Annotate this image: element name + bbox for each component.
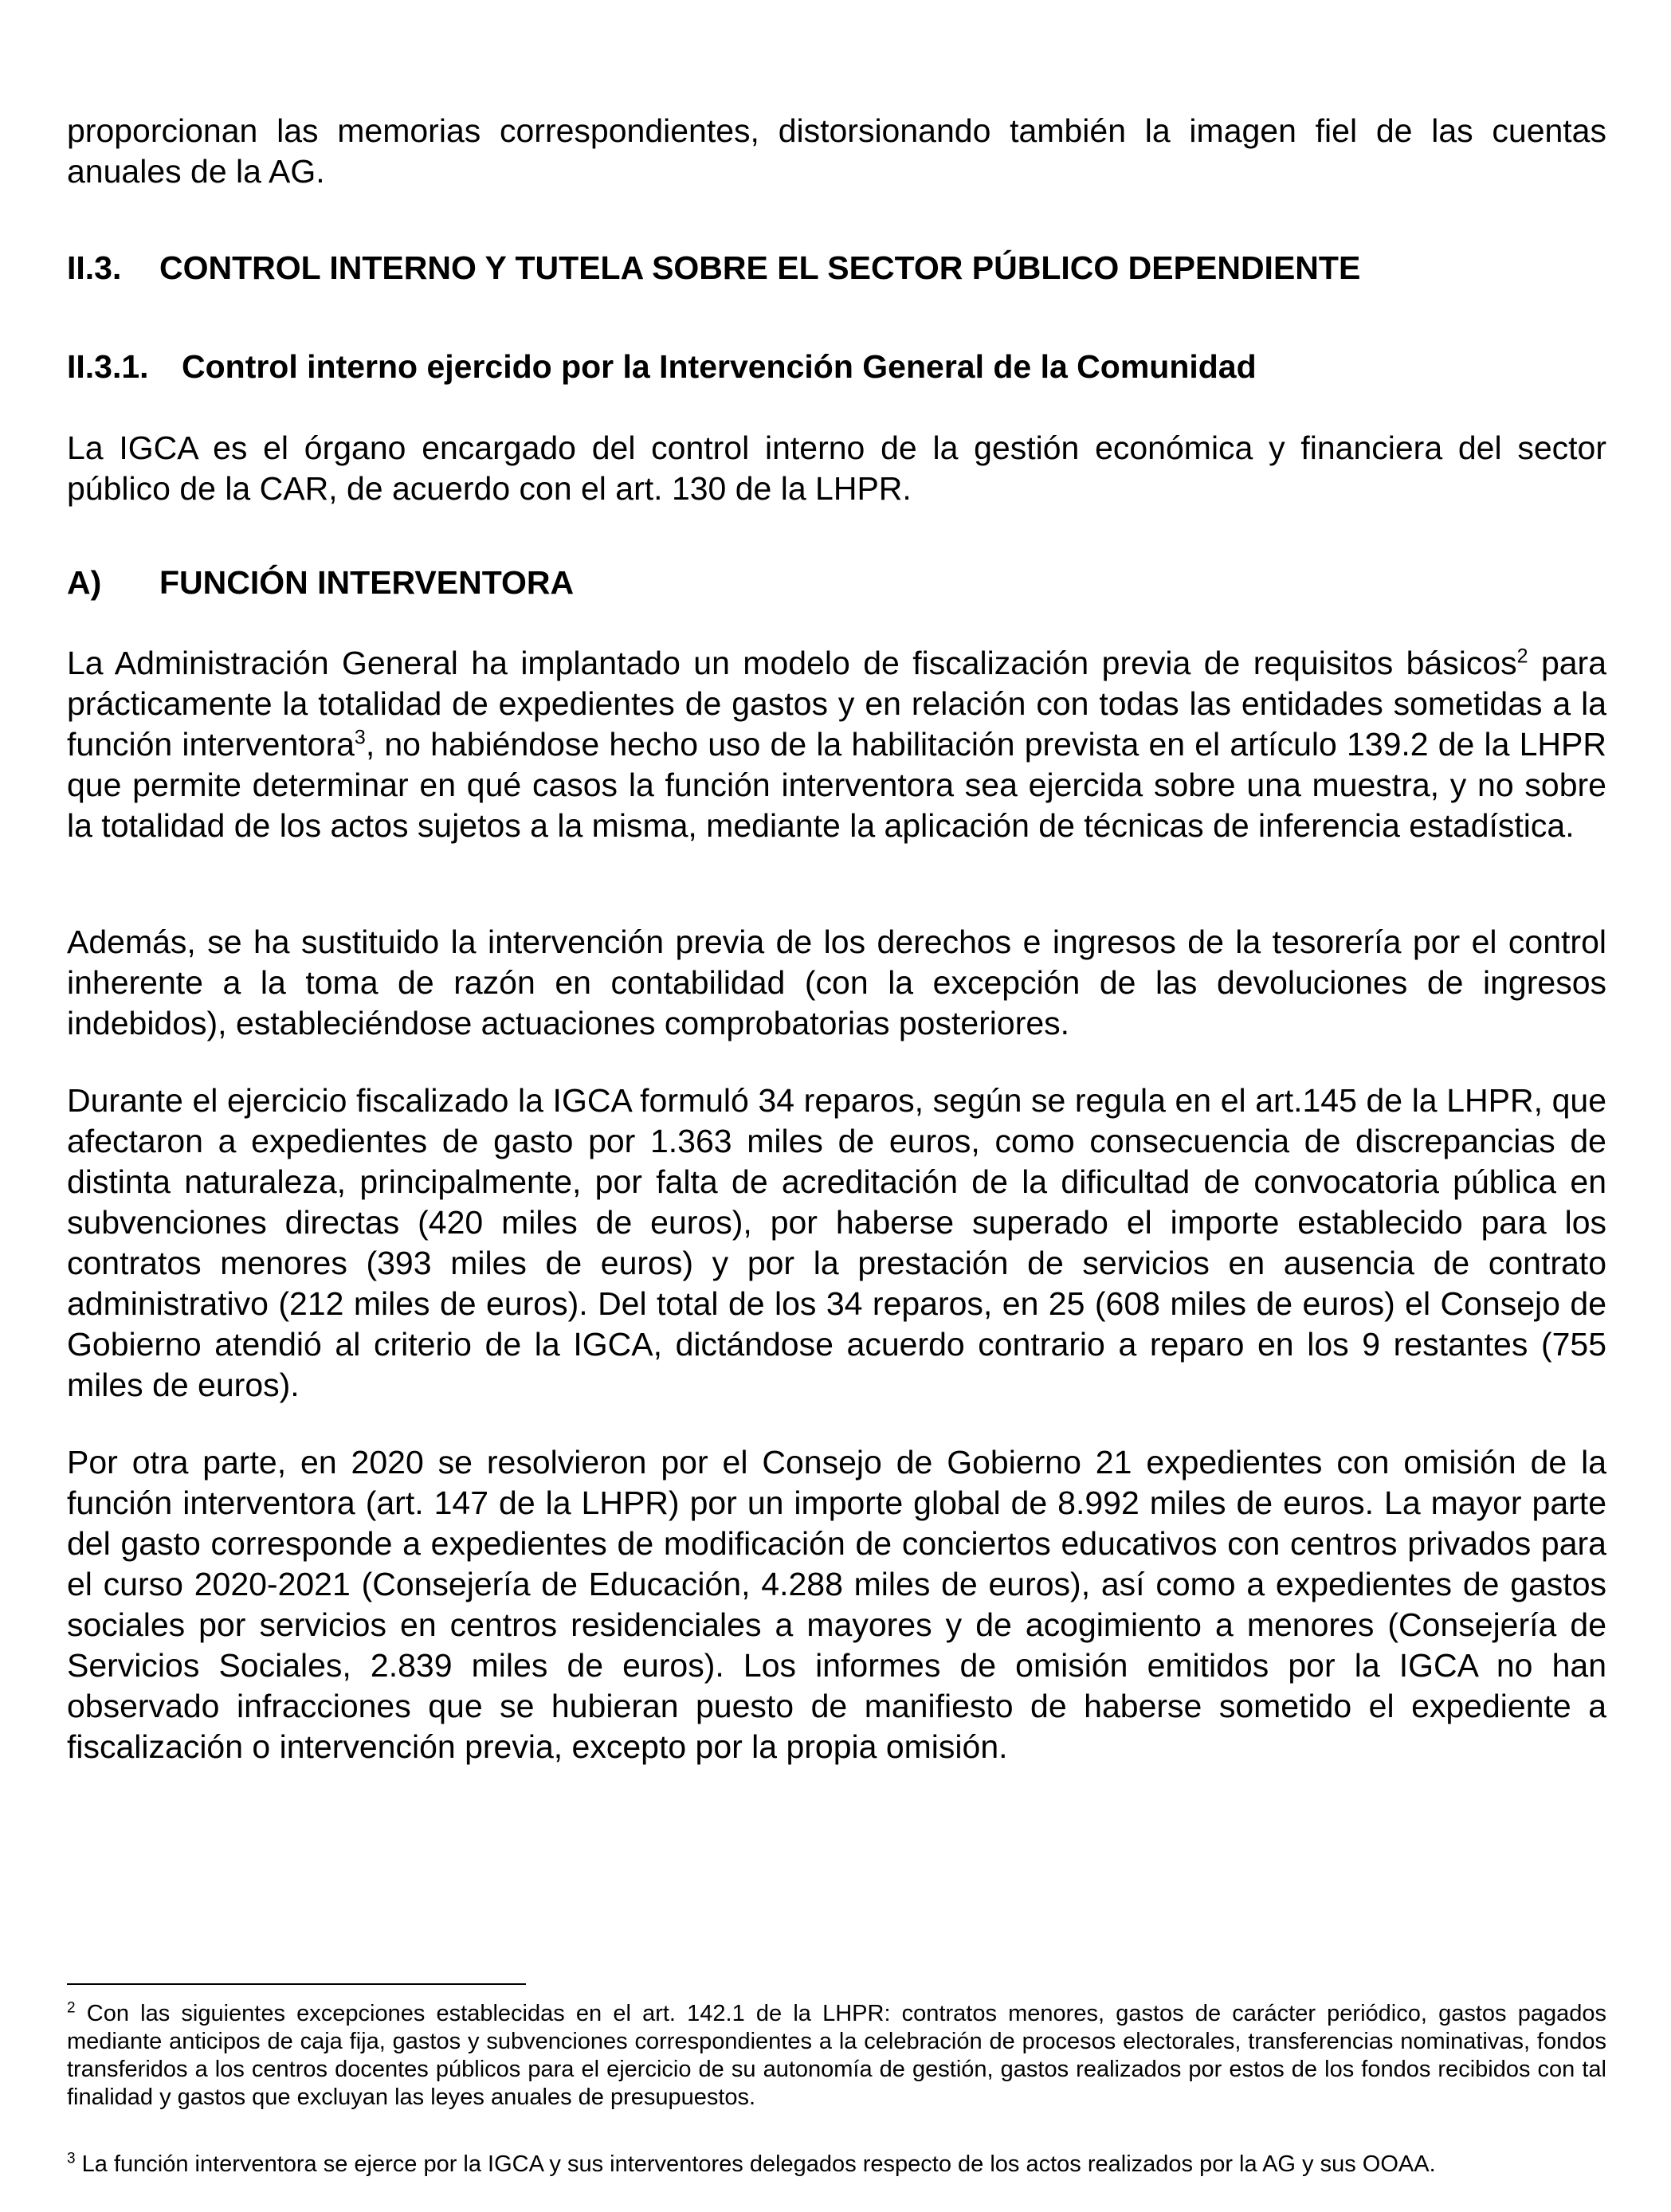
footnote-mark: 3 [67, 2150, 76, 2167]
paragraph-text: para prácticamente la totalidad de expedientes de gastos y en relación con todas las entidades sometidas a la función interventora [67, 645, 1606, 763]
footnote-ref-3[interactable]: 3 [354, 726, 366, 749]
paragraph-text: La Administración General ha implantado un modelo de fiscalización previa de requisitos básicos [67, 645, 1517, 681]
reparos-paragraph: Durante el ejercicio fiscalizado la IGCA formuló 34 reparos, según se regula en el art.145 de la LHPR, que afectaron a expedientes de gasto por 1.363 miles de euros, como consecuencia de discrepancias de distinta naturaleza, principalmente, por falta de acreditación de la dificultad de convocatoria pública en subvenciones directas (420 miles de euros), por haberse superado el importe establecido para los contratos menores (393 miles de euros) y por la prestación de servicios en ausencia de contrato administrativo (212 miles de euros). Del total de los 34 reparos, en 25 (608 miles de euros) el Consejo de Gobierno atendió al criterio de la IGCA, dictándose acuerdo contrario a reparo en los 9 restantes (755 miles de euros). [67, 1082, 1606, 1403]
section-heading [67, 248, 1360, 288]
footnote-mark: 2 [67, 1999, 76, 2017]
part-a-title: FUNCIÓN INTERVENTORA [159, 564, 575, 601]
footnote-divider [67, 1983, 526, 1985]
section-number: II.3. [67, 249, 122, 286]
subsection-heading [67, 347, 1257, 387]
intro-paragraph: proporcionan las memorias correspondientes, distorsionando también la imagen fiel de las cuentas anuales de la AG. [67, 112, 1606, 190]
subsection-number: II.3.1. [67, 348, 149, 385]
omision-paragraph: Por otra parte, en 2020 se resolvieron por el Consejo de Gobierno 21 expedientes con omisión de la función interventora (art. 147 de la LHPR) por un importe global de 8.992 miles de euros. La mayor parte del gasto corresponde a expedientes de modificación de conciertos educativos con centros privados para el curso 2020-2021 (Consejería de Educación, 4.288 miles de euros), así como a expedientes de gastos sociales por servicios en centros residenciales a mayores y de acogimiento a menores (Consejería de Servicios Sociales, 2.839 miles de euros). Los informes de omisión emitidos por la IGCA no han observado infracciones que se hubieran puesto de manifiesto de haberse sometido el expediente a fiscalización o intervención previa, excepto por la propia omisión. [67, 1444, 1606, 1765]
footnote-ref-2[interactable]: 2 [1516, 645, 1528, 668]
footnote-text: La función interventora se ejerce por la IGCA y sus interventores delegados respecto de los actos realizados por la AG y sus OOAA. [75, 2151, 1436, 2177]
part-a-letter: A) [67, 564, 102, 601]
footnote-2 [67, 2000, 1606, 2112]
part-a-heading [67, 563, 574, 603]
igca-paragraph: La IGCA es el órgano encargado del control interno de la gestión económica y financiera del sector público de la CAR, de acuerdo con el art. 130 de la LHPR. [67, 429, 1606, 507]
section-title: CONTROL INTERNO Y TUTELA SOBRE EL SECTOR PÚBLICO DEPENDIENTE [159, 249, 1361, 286]
ingresos-paragraph: Además, se ha sustituido la intervención previa de los derechos e ingresos de la tesorería por el control inherente a la toma de razón en contabilidad (con la excepción de las devoluciones de ingresos indebidos), estableciéndose actuaciones comprobatorias posteriores. [67, 924, 1606, 1041]
footnote-3 [67, 2151, 1606, 2179]
subsection-title: Control interno ejercido por la Intervención General de la Comunidad [182, 348, 1257, 385]
footnote-text: Con las siguientes excepciones establecidas en el art. 142.1 de la LHPR: contratos menores, gastos de carácter periódico, gastos pagados mediante anticipos de caja fija, gastos y subvenciones correspondientes a la celebración de procesos electorales, transferencias nominativas, fondos transferidos a los centros docentes públicos para el ejercicio de su autonomía de gestión, gastos realizados por estos de los fondos recibidos con tal finalidad y gastos que excluyan las leyes anuales de presupuestos. [67, 2001, 1606, 2110]
paragraph-text: , no habiéndose hecho uso de la habilitación prevista en el artículo 139.2 de la LHPR que permite determinar en qué casos la función interventora sea ejercida sobre una muestra, y no sobre la totalidad de los actos sujetos a la misma, mediante la aplicación de técnicas de inferencia estadística. [67, 726, 1606, 844]
fiscalizacion-paragraph [67, 643, 1606, 846]
